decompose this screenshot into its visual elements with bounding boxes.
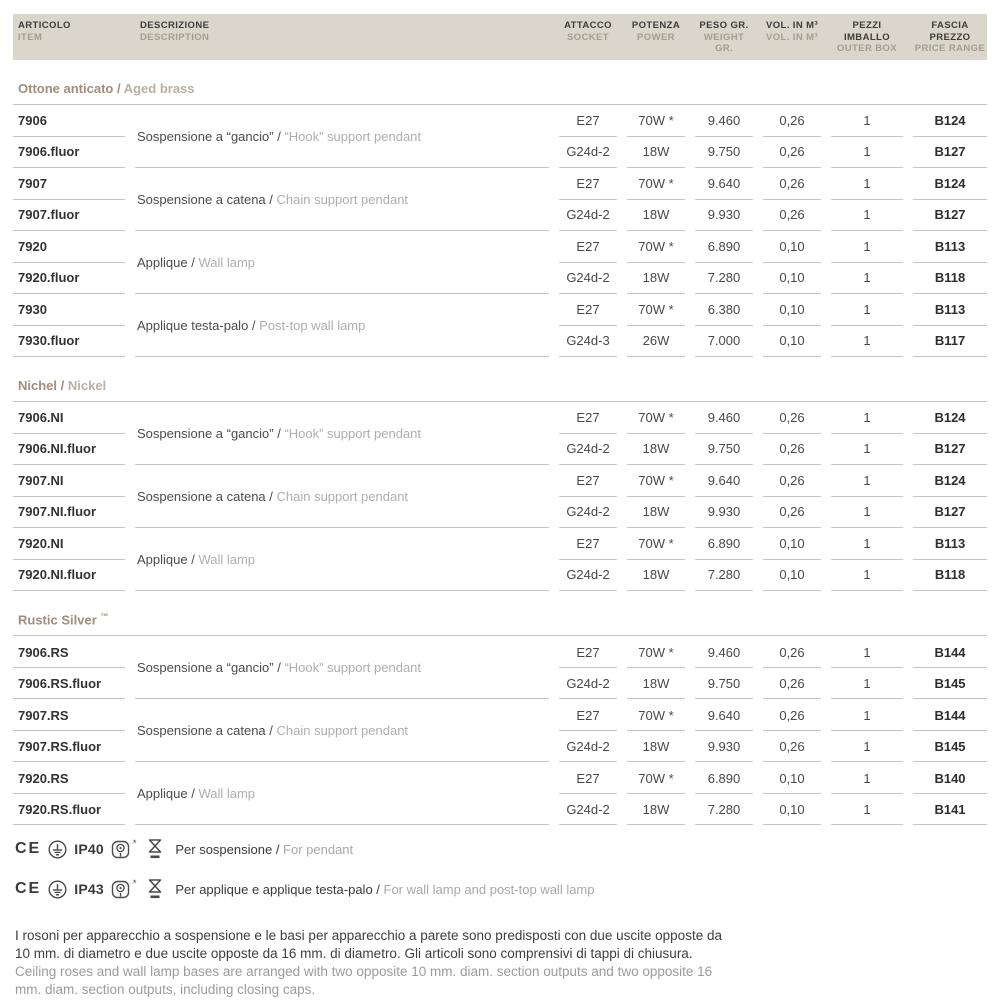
description-cell (135, 403, 549, 465)
weight-cell: 9.930 (695, 731, 753, 762)
article-code-cell: 7906.fluor (13, 137, 125, 168)
description-separator: / (248, 317, 260, 333)
pieces-cell: 1 (831, 668, 903, 699)
pieces-cell: 1 (831, 169, 903, 200)
icon-footnote-asterisk: * (132, 878, 137, 889)
description-en: Chain support pendant (276, 488, 409, 504)
price-range-cell: B127 (913, 137, 987, 168)
socket-cell: G24d-2 (559, 560, 617, 591)
earth-class-icon (48, 880, 67, 899)
product-group (13, 763, 987, 825)
volume-cell: 0,10 (763, 295, 821, 326)
header-descrizione-en: DESCRIPTION (140, 31, 210, 43)
product-group (13, 169, 987, 231)
description-en: “Hook” support pendant (284, 128, 422, 144)
socket-cell: G24d-2 (559, 497, 617, 528)
header-vol-en: VOL. IN M³ (765, 31, 819, 43)
header-fascia (913, 20, 987, 55)
socket-cell: G24d-2 (559, 731, 617, 762)
pieces-cell: 1 (831, 529, 903, 560)
volume-cell: 0,26 (763, 668, 821, 699)
pieces-cell: 1 (831, 497, 903, 528)
certification-label (175, 842, 353, 857)
volume-cell: 0,10 (763, 529, 821, 560)
price-range-cell: B127 (913, 200, 987, 231)
section-title-it: Rustic Silver (18, 612, 97, 628)
article-code-cell: 7907.RS.fluor (13, 731, 125, 762)
description-separator: / (273, 660, 285, 676)
footnote-english: Ceiling roses and wall lamp bases are arranged with two opposite 10 mm. diam. section outputs and two opposite 16 mm. diam. section outputs, including closing caps. (15, 963, 713, 997)
volume-cell: 0,10 (763, 560, 821, 591)
price-range-cell: B118 (913, 560, 987, 591)
header-fascia-it: FASCIA PREZZO (929, 20, 971, 43)
header-peso (695, 20, 753, 55)
volume-cell: 0,26 (763, 434, 821, 465)
header-pezzi-it: PEZZI IMBALLO (843, 20, 891, 43)
pieces-cell: 1 (831, 403, 903, 434)
article-code-cell: 7920.RS.fluor (13, 794, 125, 825)
article-code-cell: 7907.RS (13, 700, 125, 731)
header-attacco-en: SOCKET (567, 31, 609, 43)
header-attacco (559, 20, 617, 55)
socket-cell: G24d-2 (559, 668, 617, 699)
price-range-cell: B117 (913, 326, 987, 357)
socket-cell: G24d-3 (559, 326, 617, 357)
description-it: Sospensione a “gancio” (137, 128, 274, 144)
footnote (13, 927, 733, 999)
earth-class-icon (48, 840, 67, 859)
pieces-cell: 1 (831, 295, 903, 326)
article-code-cell: 7906 (13, 106, 125, 137)
power-cell: 18W (627, 560, 685, 591)
header-peso-en: WEIGHT GR. (703, 31, 745, 55)
power-cell: 70W * (627, 637, 685, 668)
price-range-cell: B140 (913, 763, 987, 794)
volume-cell: 0,10 (763, 263, 821, 294)
price-range-cell: B124 (913, 466, 987, 497)
description-it: Sospensione a catena (137, 723, 266, 739)
price-range-cell: B113 (913, 529, 987, 560)
description-cell (135, 232, 549, 294)
article-code-cell: 7920.NI (13, 529, 125, 560)
pieces-cell: 1 (831, 263, 903, 294)
header-potenza-en: POWER (637, 31, 675, 43)
volume-cell: 0,10 (763, 232, 821, 263)
weight-cell: 9.640 (695, 700, 753, 731)
certification-icons (15, 838, 163, 860)
pieces-cell: 1 (831, 700, 903, 731)
description-en: Chain support pendant (276, 191, 409, 207)
table-sections (13, 81, 987, 825)
description-cell (135, 106, 549, 168)
socket-cell: E27 (559, 106, 617, 137)
description-separator: / (187, 254, 199, 270)
weight-cell: 6.890 (695, 232, 753, 263)
weight-cell: 9.460 (695, 403, 753, 434)
socket-cell: G24d-2 (559, 200, 617, 231)
section-title-en: Aged brass (123, 80, 195, 96)
hourglass-icon (147, 878, 163, 900)
power-cell: 18W (627, 497, 685, 528)
description-separator: / (273, 425, 285, 441)
weight-cell: 9.640 (695, 466, 753, 497)
certification-label-en: For pendant (283, 841, 354, 857)
weight-cell: 9.640 (695, 169, 753, 200)
weight-cell: 7.280 (695, 263, 753, 294)
pieces-cell: 1 (831, 106, 903, 137)
pieces-cell: 1 (831, 731, 903, 762)
description-en: Wall lamp (198, 786, 256, 802)
product-group (13, 295, 987, 357)
power-cell: 70W * (627, 403, 685, 434)
title-separator: / (113, 80, 124, 96)
article-code-cell: 7906.RS (13, 637, 125, 668)
pieces-cell: 1 (831, 637, 903, 668)
pieces-cell: 1 (831, 466, 903, 497)
product-group (13, 232, 987, 294)
header-articolo-en: ITEM (18, 31, 43, 43)
description-en: Wall lamp (198, 551, 256, 567)
socket-cell: E27 (559, 232, 617, 263)
section-title-it: Nichel (18, 377, 58, 393)
trademark-symbol: ™ (100, 611, 109, 621)
product-group (13, 106, 987, 168)
volume-cell: 0,26 (763, 466, 821, 497)
product-group (13, 466, 987, 528)
product-group (13, 637, 987, 699)
socket-cell: E27 (559, 295, 617, 326)
description-en: Post-top wall lamp (259, 317, 366, 333)
article-code-cell: 7920.fluor (13, 263, 125, 294)
article-code-cell: 7930 (13, 295, 125, 326)
price-range-cell: B141 (913, 794, 987, 825)
footnote-italian: I rosoni per apparecchio a sospensione e le basi per apparecchio a parete sono predisposti con due uscite opposte da 10 mm. di diametro e due uscite opposte da 16 mm. di diametro. Gli articoli sono comprensivi di tappi di chiusura. (15, 928, 722, 962)
power-cell: 26W (627, 326, 685, 357)
socket-cell: G24d-2 (559, 137, 617, 168)
description-separator: / (187, 551, 199, 567)
description-cell (135, 169, 549, 231)
article-code-cell: 7907.fluor (13, 200, 125, 231)
description-it: Applique (137, 254, 188, 270)
description-separator: / (265, 488, 277, 504)
article-code-cell: 7906.NI.fluor (13, 434, 125, 465)
article-code-cell: 7907.NI (13, 466, 125, 497)
price-range-cell: B127 (913, 497, 987, 528)
catalog-section (13, 81, 987, 357)
pieces-cell: 1 (831, 232, 903, 263)
header-pezzi-en: OUTER BOX (836, 43, 898, 55)
volume-cell: 0,10 (763, 326, 821, 357)
socket-cell: G24d-2 (559, 794, 617, 825)
socket-cell: E27 (559, 403, 617, 434)
header-pezzi (831, 20, 903, 55)
certification-label-en: For wall lamp and post-top wall lamp (383, 881, 595, 897)
weight-cell: 9.460 (695, 106, 753, 137)
header-descrizione-it: DESCRIZIONE (140, 20, 210, 31)
socket-cell: E27 (559, 529, 617, 560)
power-cell: 18W (627, 794, 685, 825)
lamp-enclosure-icon (111, 880, 130, 899)
volume-cell: 0,26 (763, 200, 821, 231)
weight-cell: 9.460 (695, 637, 753, 668)
power-cell: 18W (627, 731, 685, 762)
ce-mark-icon: CE (15, 880, 42, 898)
description-cell (135, 529, 549, 591)
description-en: “Hook” support pendant (284, 425, 422, 441)
header-peso-it: PESO GR. (699, 20, 749, 31)
certification-row-wall-lamp (15, 877, 987, 901)
certification-label-it: Per applique e applique testa-palo (175, 881, 373, 897)
description-separator: / (187, 786, 199, 802)
certification-row-pendant (15, 837, 987, 861)
description-it: Applique (137, 551, 188, 567)
certification-label (175, 882, 594, 897)
weight-cell: 6.890 (695, 763, 753, 794)
description-cell (135, 466, 549, 528)
power-cell: 70W * (627, 169, 685, 200)
weight-cell: 9.930 (695, 200, 753, 231)
socket-cell: E27 (559, 700, 617, 731)
header-vol-it: VOL. IN M³ (765, 20, 819, 31)
section-title (13, 378, 987, 402)
pieces-cell: 1 (831, 200, 903, 231)
power-cell: 70W * (627, 529, 685, 560)
description-it: Sospensione a catena (137, 191, 266, 207)
power-cell: 70W * (627, 466, 685, 497)
socket-cell: G24d-2 (559, 263, 617, 294)
product-group (13, 700, 987, 762)
power-cell: 18W (627, 137, 685, 168)
article-code-cell: 7907.NI.fluor (13, 497, 125, 528)
price-range-cell: B124 (913, 169, 987, 200)
lamp-enclosure-icon (111, 840, 130, 859)
weight-cell: 9.750 (695, 434, 753, 465)
header-fascia-en: PRICE RANGE (914, 43, 986, 55)
weight-cell: 7.280 (695, 560, 753, 591)
description-cell (135, 700, 549, 762)
volume-cell: 0,26 (763, 497, 821, 528)
description-separator: / (265, 191, 277, 207)
volume-cell: 0,10 (763, 763, 821, 794)
pieces-cell: 1 (831, 794, 903, 825)
weight-cell: 6.380 (695, 295, 753, 326)
section-title-en: Nickel (67, 377, 107, 393)
description-en: “Hook” support pendant (284, 660, 422, 676)
socket-cell: E27 (559, 466, 617, 497)
price-range-cell: B127 (913, 434, 987, 465)
volume-cell: 0,26 (763, 637, 821, 668)
description-it: Sospensione a catena (137, 488, 266, 504)
socket-cell: E27 (559, 169, 617, 200)
price-range-cell: B113 (913, 295, 987, 326)
description-separator: / (265, 723, 277, 739)
header-attacco-it: ATTACCO (564, 20, 612, 31)
description-en: Chain support pendant (276, 723, 409, 739)
weight-cell: 7.280 (695, 794, 753, 825)
price-range-cell: B124 (913, 403, 987, 434)
price-range-cell: B118 (913, 263, 987, 294)
description-cell (135, 637, 549, 699)
catalog-section (13, 612, 987, 825)
price-range-cell: B113 (913, 232, 987, 263)
power-cell: 18W (627, 668, 685, 699)
description-it: Sospensione a “gancio” (137, 425, 274, 441)
weight-cell: 9.750 (695, 668, 753, 699)
volume-cell: 0,26 (763, 169, 821, 200)
socket-cell: E27 (559, 637, 617, 668)
power-cell: 70W * (627, 295, 685, 326)
ce-mark-icon: CE (15, 840, 42, 858)
volume-cell: 0,26 (763, 731, 821, 762)
header-descrizione (135, 20, 549, 55)
pieces-cell: 1 (831, 326, 903, 357)
pieces-cell: 1 (831, 434, 903, 465)
volume-cell: 0,26 (763, 106, 821, 137)
volume-cell: 0,26 (763, 137, 821, 168)
header-potenza-it: POTENZA (631, 20, 681, 31)
description-it: Applique (137, 786, 188, 802)
section-title (13, 81, 987, 105)
description-cell (135, 295, 549, 357)
article-code-cell: 7907 (13, 169, 125, 200)
article-code-cell: 7906.RS.fluor (13, 668, 125, 699)
header-potenza (627, 20, 685, 55)
power-cell: 18W (627, 263, 685, 294)
volume-cell: 0,10 (763, 794, 821, 825)
socket-cell: E27 (559, 763, 617, 794)
article-code-cell: 7920.NI.fluor (13, 560, 125, 591)
weight-cell: 9.930 (695, 497, 753, 528)
article-code-cell: 7930.fluor (13, 326, 125, 357)
catalog-section (13, 378, 987, 591)
description-cell (135, 763, 549, 825)
price-range-cell: B145 (913, 668, 987, 699)
power-cell: 70W * (627, 700, 685, 731)
power-cell: 70W * (627, 106, 685, 137)
socket-cell: G24d-2 (559, 434, 617, 465)
description-en: Wall lamp (198, 254, 256, 270)
icon-footnote-asterisk: * (132, 838, 137, 849)
pieces-cell: 1 (831, 137, 903, 168)
certifications (13, 837, 987, 901)
price-range-cell: B144 (913, 637, 987, 668)
product-group (13, 403, 987, 465)
title-separator: / (57, 377, 68, 393)
product-group (13, 529, 987, 591)
certification-label-it: Per sospensione (175, 841, 273, 857)
volume-cell: 0,26 (763, 700, 821, 731)
description-it: Applique testa-palo (137, 317, 249, 333)
power-cell: 70W * (627, 763, 685, 794)
table-header-row (13, 14, 987, 60)
label-separator: / (272, 841, 284, 857)
price-range-cell: B145 (913, 731, 987, 762)
description-it: Sospensione a “gancio” (137, 660, 274, 676)
power-cell: 70W * (627, 232, 685, 263)
price-range-cell: B124 (913, 106, 987, 137)
hourglass-icon (147, 838, 163, 860)
weight-cell: 7.000 (695, 326, 753, 357)
power-cell: 18W (627, 200, 685, 231)
ip-rating: IP40 (74, 841, 104, 858)
description-separator: / (273, 128, 285, 144)
weight-cell: 6.890 (695, 529, 753, 560)
article-code-cell: 7920.RS (13, 763, 125, 794)
volume-cell: 0,26 (763, 403, 821, 434)
ip-rating: IP43 (74, 881, 104, 898)
weight-cell: 9.750 (695, 137, 753, 168)
pieces-cell: 1 (831, 763, 903, 794)
header-vol (763, 20, 821, 55)
section-title-it: Ottone anticato (18, 80, 114, 96)
article-code-cell: 7920 (13, 232, 125, 263)
header-articolo (13, 20, 125, 55)
label-separator: / (372, 881, 384, 897)
pieces-cell: 1 (831, 560, 903, 591)
price-range-cell: B144 (913, 700, 987, 731)
power-cell: 18W (627, 434, 685, 465)
certification-icons (15, 878, 163, 900)
article-code-cell: 7906.NI (13, 403, 125, 434)
section-title (13, 612, 987, 636)
header-articolo-it: ARTICOLO (18, 20, 71, 31)
